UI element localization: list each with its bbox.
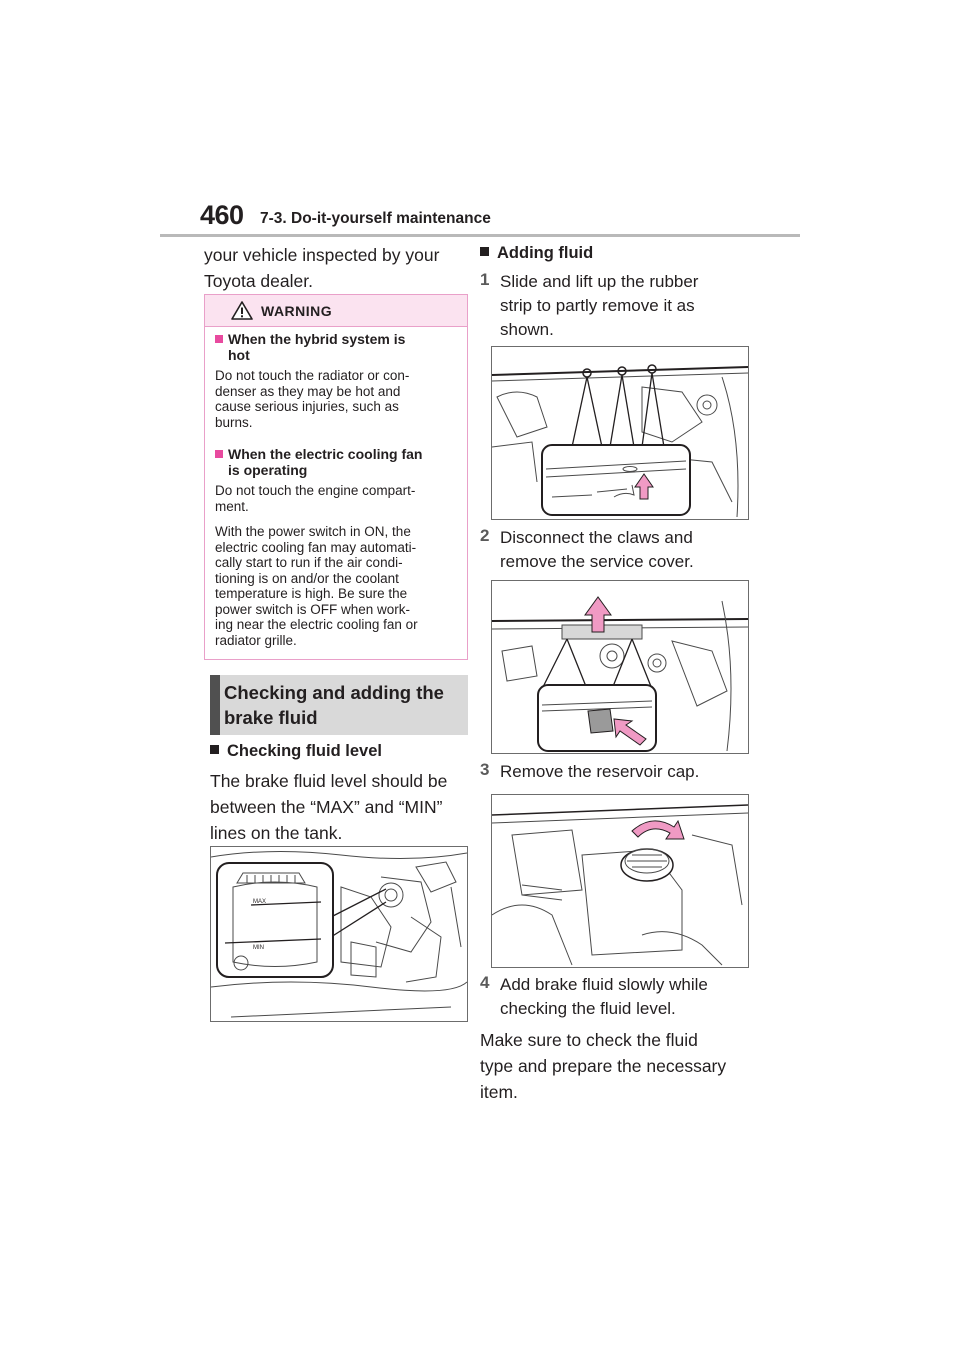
step-3-text: Remove the reservoir cap.: [500, 762, 700, 781]
bullet-square-icon: [210, 745, 219, 754]
page-number: 460: [200, 200, 244, 230]
step-2-text: Disconnect the claws and remove the service cover.: [500, 528, 694, 571]
para-line-1: The brake fluid level should be: [210, 771, 448, 791]
illustration-rubber-strip: [491, 346, 749, 520]
step-1-number: 1: [480, 270, 490, 289]
warning-text-fan-1: Do not touch the engine compart- ment.: [215, 483, 416, 514]
closing-line-1: Make sure to check the fluid: [480, 1030, 698, 1050]
step-1-text: Slide and lift up the rubber strip to partly remove it as shown.: [500, 272, 699, 339]
subheading-checking: Checking fluid level: [210, 742, 382, 761]
warning-text-fan-2: With the power switch in ON, the electric cooling fan may automati- cally start to run if the air condi- tioning is on and/or the coolant temperature is high. Be sure the power switch is OFF when work- ing near the electric cooling fan or radiator grille.: [215, 524, 418, 648]
step-4-text: Add brake fluid slowly while checking the fluid level.: [500, 975, 708, 1018]
warning-label: WARNING: [261, 303, 333, 319]
section-title: 7-3. Do-it-yourself maintenance: [260, 210, 491, 227]
warning-text-hot: Do not touch the radiator or con- denser as they may be hot and cause serious injuries, such as burns.: [215, 368, 410, 430]
step-2-number: 2: [480, 526, 490, 545]
header-rule: [160, 234, 800, 237]
section-heading: Checking and adding the brake fluid: [210, 675, 468, 735]
min-label: MIN: [253, 945, 264, 951]
warning-box: [204, 294, 468, 660]
subheading-adding: Adding fluid: [480, 244, 593, 263]
para-line-3: lines on the tank.: [210, 823, 343, 843]
pink-arrow-icon: [632, 821, 684, 839]
step-3-number: 3: [480, 760, 490, 779]
heading-bar: [210, 675, 220, 735]
bullet-square-icon: [215, 335, 223, 343]
bullet-square-icon: [215, 450, 223, 458]
max-label: MAX: [253, 899, 267, 905]
bullet-square-icon: [480, 247, 489, 256]
warning-triangle-icon: [231, 301, 253, 320]
illustration-service-cover: [491, 580, 749, 754]
warning-subtitle-fan: When the electric cooling fan is operating: [215, 446, 461, 478]
para-line-2: between the “MAX” and “MIN”: [210, 797, 443, 817]
illustration-reservoir-cap: [491, 794, 749, 968]
closing-line-3: item.: [480, 1082, 518, 1102]
warning-subtitle-hot: When the hybrid system is hot: [215, 331, 461, 363]
illustration-fluid-reservoir: [210, 846, 468, 1022]
warning-header: [205, 295, 467, 327]
step-4-number: 4: [480, 973, 490, 992]
intro-line-1: your vehicle inspected by your: [204, 245, 440, 265]
intro-line-2: Toyota dealer.: [204, 271, 313, 291]
closing-line-2: type and prepare the necessary: [480, 1056, 727, 1076]
